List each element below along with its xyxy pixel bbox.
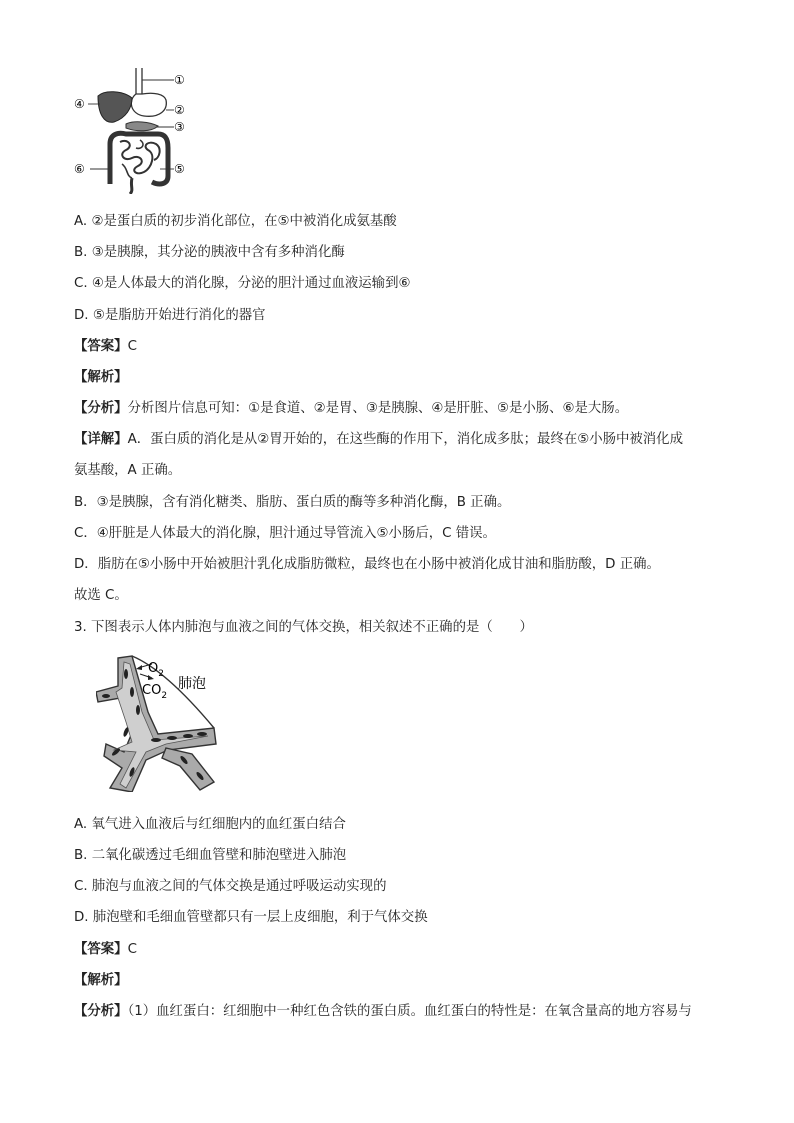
- q2-analysis-tag: 【解析】: [74, 370, 128, 385]
- label-alveolus: 肺泡: [178, 676, 206, 692]
- label-esophagus: ①: [174, 73, 185, 87]
- q3-analysis-tag: 【解析】: [74, 973, 128, 988]
- q2-detail-d: D．脂肪在⑤小肠中开始被胆汁乳化成脂肪微粒，最终也在小肠中被消化成甘油和脂肪酸，D 正确。: [74, 557, 660, 572]
- label-large-intestine: ⑥: [74, 162, 85, 176]
- q2-answer: [74, 338, 137, 356]
- digestive-system-figure: [70, 64, 200, 194]
- label-stomach: ②: [174, 103, 185, 117]
- answer-value: C: [127, 942, 137, 957]
- label-liver: ④: [74, 97, 85, 111]
- digestive-system-diagram: [70, 64, 200, 194]
- q2-option-c: C. ④是人体最大的消化腺，分泌的胆汁通过血液运输到⑥: [74, 276, 411, 291]
- q2-conclusion: 故选 C。: [74, 588, 128, 603]
- label-pancreas: ③: [174, 120, 185, 134]
- label-small-intestine: ⑤: [174, 162, 185, 176]
- q3-answer: [74, 941, 137, 959]
- fenxi-text: （1）血红蛋白：红细胞中一种红色含铁的蛋白质。血红蛋白的特性是：在氧含量高的地方容易与: [127, 1004, 692, 1019]
- q3-option-b: B. 二氧化碳透过毛细血管壁和肺泡壁进入肺泡: [74, 848, 347, 863]
- alveolus-diagram: [96, 652, 236, 792]
- label-o2: $O_2$: [148, 661, 164, 679]
- fenxi-tag: 【分析】: [74, 401, 128, 416]
- q3-option-a: A. 氧气进入血液后与红细胞内的血红蛋白结合: [74, 817, 346, 832]
- q2-option-a: A. ②是蛋白质的初步消化部位，在⑤中被消化成氨基酸: [74, 214, 397, 229]
- alveolus-figure: [96, 652, 236, 792]
- fenxi-text: 分析图片信息可知：①是食道、②是胃、③是胰腺、④是肝脏、⑤是小肠、⑥是大肠。: [127, 401, 629, 416]
- q2-option-b: B. ③是胰腺，其分泌的胰液中含有多种消化酶: [74, 245, 345, 260]
- q3-option-c: C. 肺泡与血液之间的气体交换是通过呼吸运动实现的: [74, 879, 387, 894]
- answer-tag: 【答案】: [74, 339, 128, 354]
- fenxi-tag: 【分析】: [74, 1004, 128, 1019]
- q2-fenxi: [74, 400, 628, 418]
- detail-tag: 【详解】: [74, 432, 128, 447]
- label-co2: $CO_2$: [142, 683, 168, 701]
- answer-value: C: [127, 339, 137, 354]
- q2-detail-b: B．③是胰腺，含有消化糖类、脂肪、蛋白质的酶等多种消化酶，B 正确。: [74, 495, 511, 510]
- detail-a-text: A．蛋白质的消化是从②胃开始的，在这些酶的作用下，消化成多肽；最终在⑤小肠中被消化成: [127, 432, 683, 447]
- q2-option-d: D. ⑤是脂肪开始进行消化的器官: [74, 308, 266, 323]
- q3-option-d: D. 肺泡壁和毛细血管壁都只有一层上皮细胞，利于气体交换: [74, 910, 428, 925]
- q2-detail-a-line1: [74, 431, 683, 449]
- q3-stem: 3. 下图表示人体内肺泡与血液之间的气体交换，相关叙述不正确的是（ ）: [74, 620, 533, 635]
- q3-fenxi: [74, 1003, 692, 1021]
- answer-tag: 【答案】: [74, 942, 128, 957]
- q2-detail-c: C．④肝脏是人体最大的消化腺，胆汁通过导管流入⑤小肠后，C 错误。: [74, 526, 496, 541]
- q2-detail-a-line2: 氨基酸，A 正确。: [74, 463, 182, 478]
